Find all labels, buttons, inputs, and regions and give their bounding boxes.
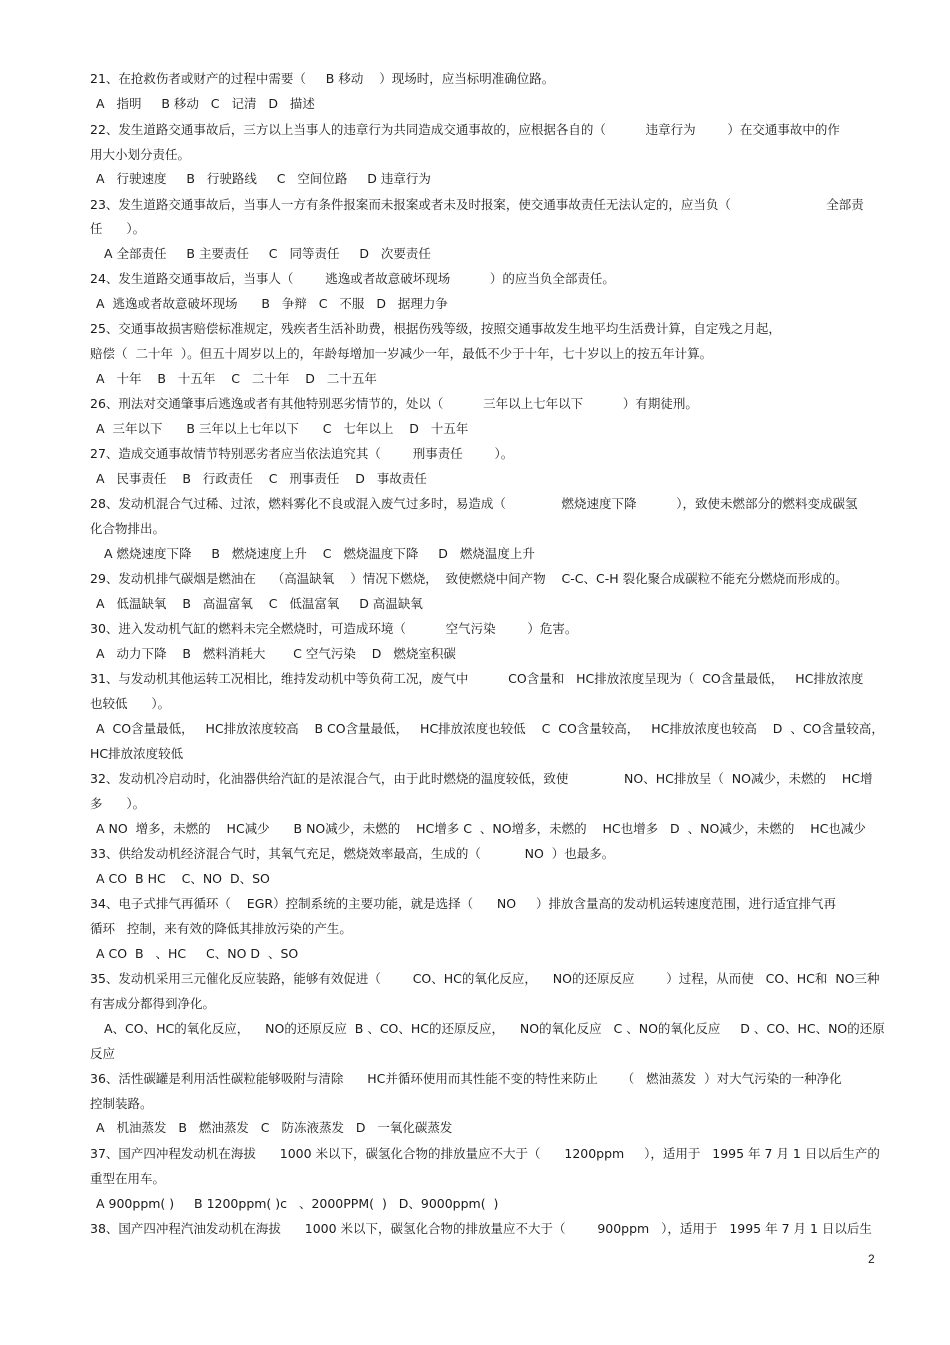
question-31-line2: 也较低 ）。 — [90, 696, 171, 711]
question-36-line1: 36、活性碳罐是利用活性碳粒能够吸附与清除 HC并循环使用而其性能不变的特性来防止 （ 燃油蒸发 ）对大气污染的一种净化 — [90, 1071, 842, 1086]
options-21: A 指明 B 移动 C 记清 D 描述 — [96, 96, 315, 111]
options-37: A 900ppm( ) B 1200ppm( )c 、2000PPM( ) D、9000ppm( ) — [96, 1196, 499, 1211]
options-34: A CO B 、HC C、NO D 、SO — [96, 946, 299, 961]
question-25-line2: 赔偿（ 二十年 ）。但五十周岁以上的，年龄每增加一岁减少一年，最低不少于十年，七十岁以上的按五年计算。 — [90, 346, 713, 361]
question-34-line1: 34、电子式排气再循环（ EGR）控制系统的主要功能，就是选择（ NO ）排放含量高的发动机运转速度范围，进行适宜排气再 — [90, 896, 836, 911]
options-22: A 行驶速度 B 行驶路线 C 空间位路 D 违章行为 — [96, 171, 431, 186]
question-38: 38、国产四冲程汽油发动机在海拔 1000 米以下，碳氢化合物的排放量应不大于（ 900ppm ），适用于 1995 年 7 月 1 日以后生 — [90, 1221, 872, 1236]
options-23: A 全部责任 B 主要责任 C 同等责任 D 次要责任 — [104, 246, 431, 261]
question-25-line1: 25、交通事故损害赔偿标准规定，残疾者生活补助费，根据伤残等级，按照交通事故发生地平均生活费计算，自定残之月起， — [90, 321, 781, 336]
options-29: A 低温缺氧 B 高温富氧 C 低温富氧 D 高温缺氧 — [96, 596, 423, 611]
question-23-line2: 任 ）。 — [90, 221, 146, 236]
options-32: A NO 增多，未燃的 HC减少 B NO减少，未燃的 HC增多 C 、NO增多，未燃的 HC也增多 D 、NO减少，未燃的 HC也减少 — [96, 821, 866, 836]
question-30: 30、进入发动机气缸的燃料未完全燃烧时，可造成环境（ 空气污染 ）危害。 — [90, 621, 578, 636]
question-21: 21、在抢救伤者或财产的过程中需要（ B 移动 ）现场时，应当标明准确位路。 — [90, 71, 555, 86]
options-26: A 三年以下 B 三年以上七年以下 C 七年以上 D 十五年 — [96, 421, 469, 436]
options-25: A 十年 B 十五年 C 二十年 D 二十五年 — [96, 371, 377, 386]
options-31-line1: A CO含量最低， HC排放浓度较高 B CO含量最低， HC排放浓度也较低 C CO含量较高， HC排放浓度也较高 D 、CO含量较高， — [96, 721, 884, 736]
question-35-line1: 35、发动机采用三元催化反应装路，能够有效促进（ CO、HC的氧化反应， NO的还原反应 ）过程，从而使 CO、HC和 NO三种 — [90, 971, 880, 986]
options-27: A 民事责任 B 行政责任 C 刑事责任 D 事故责任 — [96, 471, 427, 486]
question-26: 26、刑法对交通肇事后逃逸或者有其他特别恶劣情节的，处以（ 三年以上七年以下 ）有期徒刑。 — [90, 396, 698, 411]
question-37-line2: 重型在用车。 — [90, 1171, 166, 1186]
question-22-line1: 22、发生道路交通事故后，三方以上当事人的违章行为共同造成交通事故的，应根据各自的（ 违章行为 ）在交通事故中的作 — [90, 122, 840, 137]
question-32-line2: 多 ）。 — [90, 796, 146, 811]
options-24: A 逃逸或者故意破坏现场 B 争辩 C 不服 D 据理力争 — [96, 296, 448, 311]
question-31-line1: 31、与发动机其他运转工况相比，维持发动机中等负荷工况，废气中 CO含量和 HC排放浓度呈现为（ CO含量最低， HC排放浓度 — [90, 671, 864, 686]
page-number: 2 — [868, 1252, 875, 1266]
question-33: 33、供给发动机经济混合气时，其氧气充足，燃烧效率最高，生成的（ NO ）也最多。 — [90, 846, 615, 861]
question-32-line1: 32、发动机冷启动时，化油器供给汽缸的是浓混合气，由于此时燃烧的温度较低，致使 NO、HC排放呈（ NO减少，未燃的 HC增 — [90, 771, 873, 786]
options-35-line2: 反应 — [90, 1046, 116, 1061]
question-28-line2: 化合物排出。 — [90, 521, 166, 536]
options-31-line2: HC排放浓度较低 — [90, 746, 184, 761]
question-22-line2: 用大小划分责任。 — [90, 147, 191, 162]
question-23-line1: 23、发生道路交通事故后，当事人一方有条件报案而未报案或者未及时报案，使交通事故责任无法认定的，应当负（ 全部责 — [90, 197, 864, 212]
options-30: A 动力下降 B 燃料消耗大 C 空气污染 D 燃烧室积碳 — [96, 646, 456, 661]
question-34-line2: 循环 控制，来有效的降低其排放污染的产生。 — [90, 921, 352, 936]
question-37-line1: 37、国产四冲程发动机在海拔 1000 米以下，碳氢化合物的排放量应不大于（ 1200ppm ），适用于 1995 年 7 月 1 日以后生产的 — [90, 1146, 880, 1161]
question-27: 27、造成交通事故情节特别恶劣者应当依法追究其（ 刑事责任 ）。 — [90, 446, 514, 461]
question-35-line2: 有害成分都得到净化。 — [90, 996, 216, 1011]
options-35-line1: A、CO、HC的氧化反应， NO的还原反应 B 、CO、HC的还原反应， NO的氧化反应 C 、NO的氧化反应 D 、CO、HC、NO的还原 — [104, 1021, 885, 1036]
options-36: A 机油蒸发 B 燃油蒸发 C 防冻液蒸发 D 一氧化碳蒸发 — [96, 1120, 453, 1135]
question-29: 29、发动机排气碳烟是燃油在 （高温缺氧 ）情况下燃烧， 致使燃烧中间产物 C-C、C-H 裂化聚合成碳粒不能充分燃烧而形成的。 — [90, 571, 848, 586]
question-24: 24、发生道路交通事故后，当事人（ 逃逸或者故意破坏现场 ）的应当负全部责任。 — [90, 271, 615, 286]
options-33: A CO B HC C、NO D、SO — [96, 871, 270, 886]
question-28-line1: 28、发动机混合气过稀、过浓，燃料雾化不良或混入废气过多时，易造成（ 燃烧速度下降 ），致使未燃部分的燃料变成碳氢 — [90, 496, 858, 511]
options-28: A 燃烧速度下降 B 燃烧速度上升 C 燃烧温度下降 D 燃烧温度上升 — [104, 546, 535, 561]
question-36-line2: 控制装路。 — [90, 1096, 153, 1111]
